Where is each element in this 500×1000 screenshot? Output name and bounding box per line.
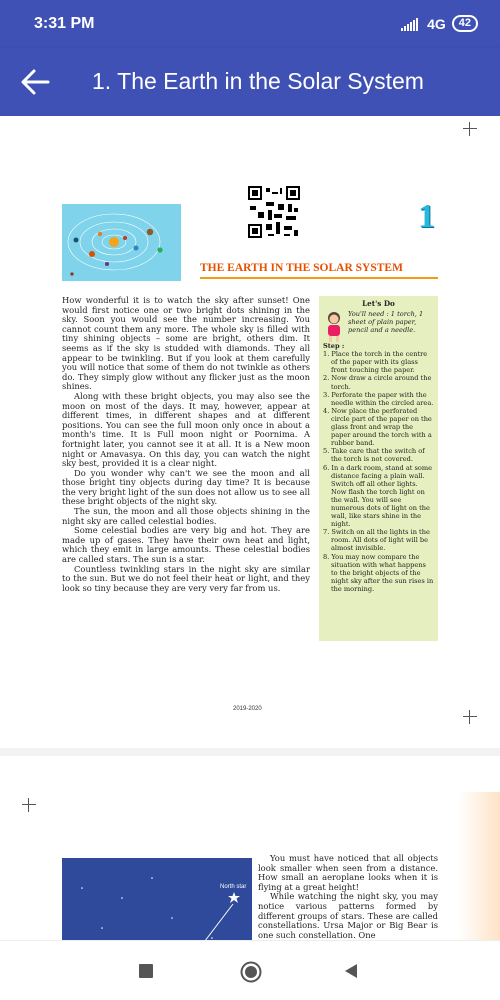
nav-back-icon[interactable] bbox=[343, 963, 359, 979]
list-item: 1. Place the torch in the centre of the paper with its glass front touching the paper. bbox=[323, 350, 428, 375]
chapter-number: 1 bbox=[418, 198, 435, 235]
status-time: 3:31 PM bbox=[34, 15, 95, 32]
steps-list bbox=[323, 350, 434, 593]
paragraph: The sun, the moon and all those objects shining in the night sky are called celestial bodies. bbox=[62, 506, 310, 526]
chapter-title: THE EARTH IN THE SOLAR SYSTEM bbox=[200, 262, 403, 274]
navigation-bar bbox=[0, 940, 500, 1000]
girl-illustration-icon bbox=[323, 310, 345, 342]
list-item: 6. In a dark room, stand at some distance facing a plain wall. Switch off all other lights. Now flash the torch light on the wall. You will see numerous dots of light on the wall, like stars shine in the night. bbox=[323, 463, 433, 529]
list-item: 3. Perforate the paper with the needle within the circled area. bbox=[323, 390, 434, 407]
page-separator bbox=[0, 748, 500, 756]
list-item: 2. Now draw a circle around the torch. bbox=[323, 374, 432, 391]
list-item: 8. You may now compare the situation with what happens to the bright objects of the night sky after the sun rises in the morning. bbox=[323, 552, 434, 593]
app-bar bbox=[0, 48, 500, 116]
paragraph: You must have noticed that all objects look smaller when seen from a distance. How small an aeroplane looks when it is flying at a great height! bbox=[258, 853, 438, 892]
paragraph: While watching the night sky, you may notice various patterns formed by different groups of stars. These are called constellations. Ursa Major or Big Bear is one such constellation. One bbox=[258, 891, 438, 940]
crop-mark-icon bbox=[463, 710, 477, 724]
crop-mark-icon bbox=[22, 798, 36, 812]
title-underline bbox=[200, 277, 438, 279]
paragraph: Some celestial bodies are very big and hot. They are made up of gases. They have their own heat and light, which they emit in large amounts. These celestial bodies are called stars. The sun is a star. bbox=[62, 525, 310, 565]
second-page-text bbox=[258, 854, 438, 940]
home-icon[interactable] bbox=[240, 961, 262, 983]
page-edge-tint bbox=[458, 792, 500, 962]
paragraph: Countless twinkling stars in the night sky are similar to the sun. But we do not feel their heat or light, and they look so tiny because they are very very far from us. bbox=[62, 563, 310, 593]
north-star-label: North star bbox=[220, 884, 247, 890]
list-item: 7. Switch on all the lights in the room. All dots of light will be almost invisible. bbox=[323, 528, 430, 553]
lets-do-box bbox=[319, 296, 438, 641]
chapter-body-text bbox=[62, 296, 310, 593]
status-icons bbox=[401, 15, 478, 32]
materials-needed: You'll need : 1 torch, 1 sheet of plain paper, pencil and a needle. bbox=[348, 310, 424, 335]
step-label: Step : bbox=[323, 342, 345, 351]
page-title: 1. The Earth in the Solar System bbox=[92, 68, 424, 94]
paragraph: Along with these bright objects, you may also see the moon on most of the days. It may, however, appear at different times, in different shapes and at different positions. You can see the full moon only once in about a month's time. It is Full moon night or Poornima. A fortnight later, you cannot see it at all. It is a New moon night or Amavasya. On this day, you can watch the night sky best, provided it is a clear night. bbox=[62, 390, 310, 469]
battery-icon: 42 bbox=[452, 15, 478, 32]
solar-system-illustration bbox=[62, 204, 181, 281]
list-item: 5. Take care that the switch of the torch is not covered. bbox=[323, 447, 425, 464]
document-page[interactable] bbox=[0, 116, 500, 962]
lets-do-title: Let's Do bbox=[362, 299, 395, 308]
page-footer: 2019-2020 bbox=[233, 706, 262, 712]
recent-apps-icon[interactable] bbox=[139, 964, 153, 978]
signal-icon bbox=[401, 17, 421, 31]
status-bar bbox=[0, 0, 500, 48]
back-arrow-icon[interactable] bbox=[20, 68, 50, 96]
network-type: 4G bbox=[427, 15, 446, 32]
crop-mark-icon bbox=[463, 122, 477, 136]
paragraph: How wonderful it is to watch the sky after sunset! One would first notice one or two bright dots shining in the sky. Soon you would see the number increasing. You cannot count them any more. The whole sky is filled with tiny shining objects – some are bright, others dim. It seems as if the sky is studded with diamonds. They all appear to be twinkling. But if you look at them carefully you will notice that some of them do not twinkle as others do. They simply glow without any flicker just as the moon shines. bbox=[62, 295, 310, 392]
qr-code bbox=[248, 186, 300, 238]
list-item: 4. Now place the perforated circle part of the paper on the glass front and wrap the paper around the torch with a rubber band. bbox=[323, 406, 432, 448]
paragraph: Do you wonder why can't we see the moon and all those bright tiny objects during day time? It is because the very bright light of the sun does not allow us to see all these bright objects of the night sky. bbox=[62, 467, 311, 507]
